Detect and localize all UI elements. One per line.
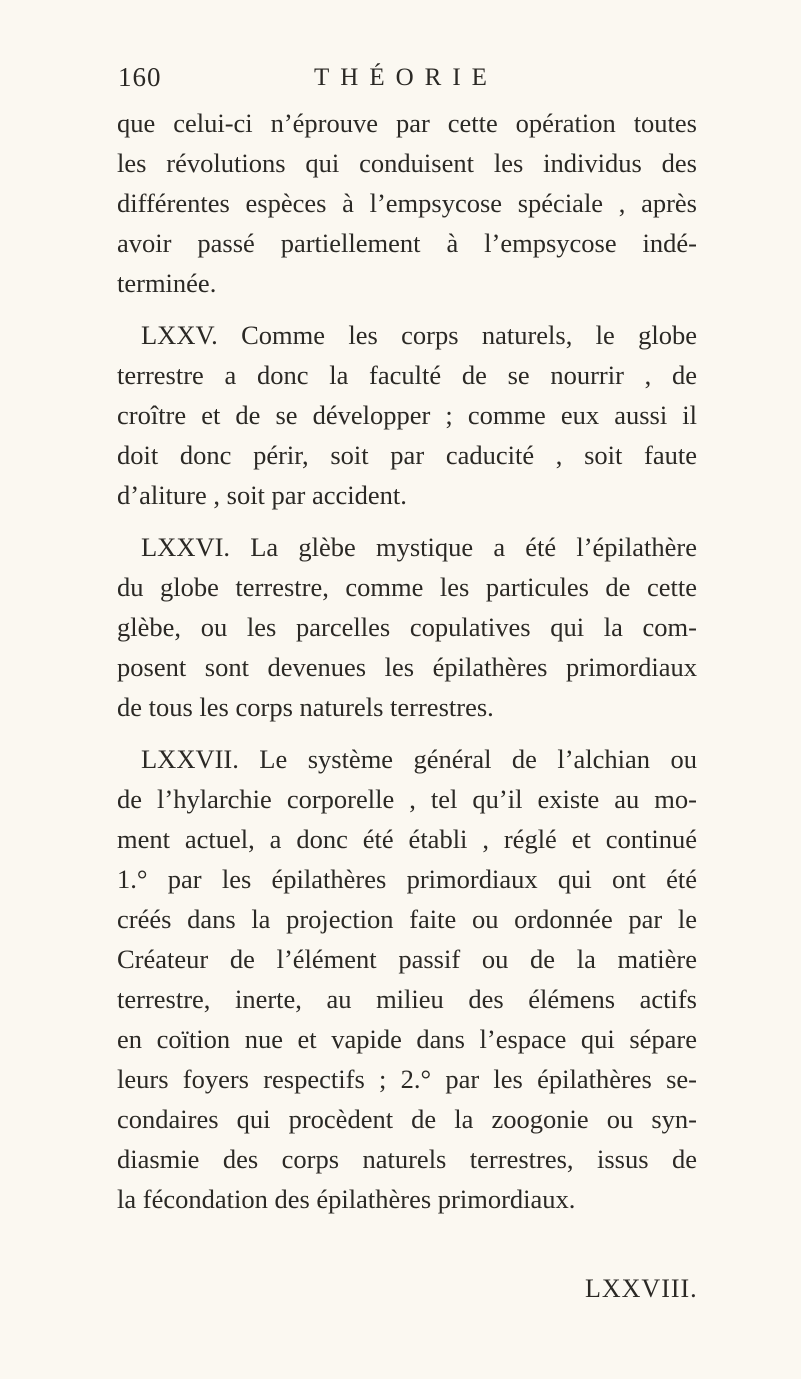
text-line: 1.° par les épilathères primordiaux qui ont été bbox=[117, 864, 697, 894]
text-line: du globe terrestre, comme les particules de cette bbox=[117, 572, 697, 602]
text-line: Créateur de l’élément passif ou de la matière bbox=[117, 944, 697, 974]
page-number: 160 bbox=[118, 62, 162, 92]
text-line: différentes espèces à l’empsycose spéciale , après bbox=[117, 188, 697, 218]
text-line: condaires qui procèdent de la zoogonie ou syn- bbox=[117, 1104, 697, 1134]
paragraph-lxxv-start: LXXV. Comme les corps naturels, le globe bbox=[141, 320, 697, 350]
text-line: leurs foyers respectifs ; 2.° par les épilathères se- bbox=[117, 1064, 697, 1094]
text-line: glèbe, ou les parcelles copulatives qui la com- bbox=[117, 612, 697, 642]
text-line: terrestre, inerte, au milieu des élémens actifs bbox=[117, 984, 697, 1014]
text-line: les révolutions qui conduisent les individus des bbox=[117, 148, 697, 178]
paragraph-lxxvi-start: LXXVI. La glèbe mystique a été l’épilathère bbox=[141, 532, 697, 562]
text-line: posent sont devenues les épilathères primordiaux bbox=[117, 652, 697, 682]
text-line: la fécondation des épilathères primordiaux. bbox=[117, 1184, 576, 1214]
text-line: créés dans la projection faite ou ordonnée par le bbox=[117, 904, 697, 934]
text-line: avoir passé partiellement à l’empsycose indé- bbox=[117, 228, 697, 258]
text-line: que celui-ci n’éprouve par cette opération toutes bbox=[117, 108, 697, 138]
text-line: terminée. bbox=[117, 268, 217, 298]
text-line: d’aliture , soit par accident. bbox=[117, 480, 407, 510]
text-line: diasmie des corps naturels terrestres, issus de bbox=[117, 1144, 697, 1174]
text-line: de l’hylarchie corporelle , tel qu’il existe au mo- bbox=[117, 784, 697, 814]
paragraph-lxxvii-start: LXXVII. Le système général de l’alchian ou bbox=[141, 744, 697, 774]
page-header bbox=[118, 62, 678, 102]
text-line: ment actuel, a donc été établi , réglé et continué bbox=[117, 824, 697, 854]
text-line: doit donc périr, soit par caducité , soit faute bbox=[117, 440, 697, 470]
text-line: en coïtion nue et vapide dans l’espace qui sépare bbox=[117, 1024, 697, 1054]
text-line: de tous les corps naturels terrestres. bbox=[117, 692, 494, 722]
catchword: LXXVIII. bbox=[585, 1274, 698, 1303]
text-line: croître et de se développer ; comme eux aussi il bbox=[117, 400, 697, 430]
text-line: terrestre a donc la faculté de se nourrir , de bbox=[117, 360, 697, 390]
running-title: THÉORIE bbox=[314, 64, 498, 91]
